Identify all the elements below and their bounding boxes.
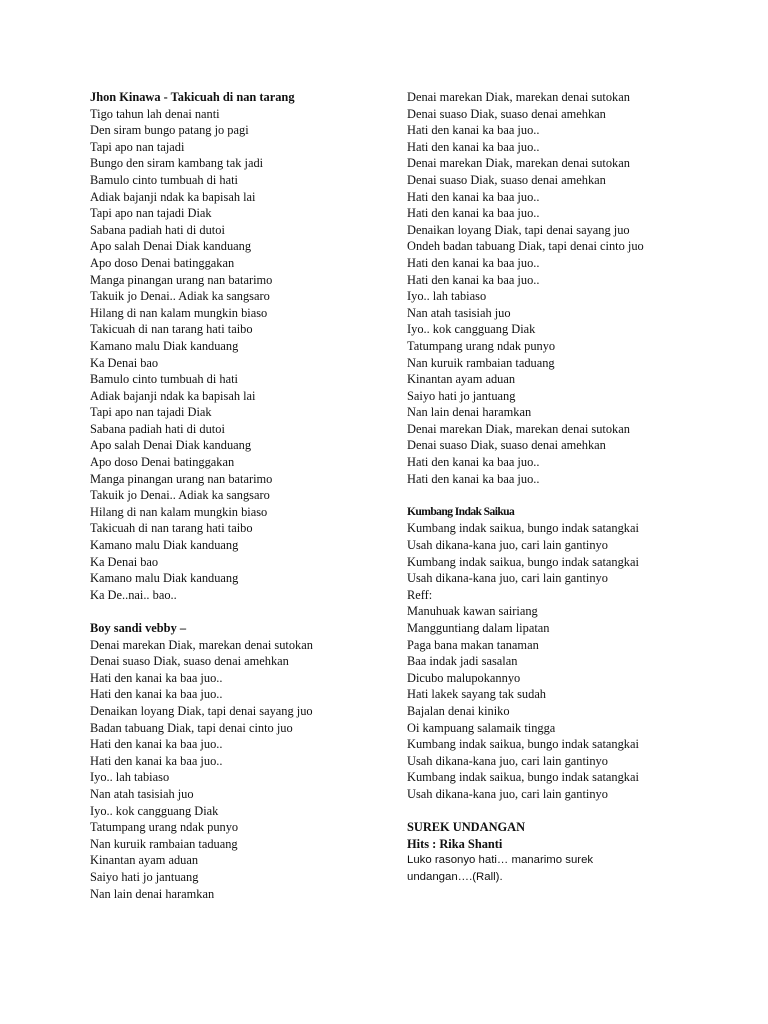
lyric-line: Hati den kanai ka baa juo.. — [407, 455, 540, 470]
lyric-line: Kamano malu Diak kanduang — [90, 571, 239, 586]
lyric-line: Denaikan loyang Diak, tapi denai sayang juo — [90, 703, 313, 718]
lyric-line: Ondeh badan tabuang Diak, tapi denai cinto juo — [407, 239, 644, 254]
lyric-line: Kamano malu Diak kanduang — [90, 538, 239, 553]
song2-continued-lyrics — [407, 89, 737, 487]
lyric-line: Bajalan denai kiniko — [407, 703, 510, 718]
lyric-line: Tapi apo nan tajadi Diak — [90, 206, 212, 221]
lyric-line: Adiak bajanji ndak ka bapisah lai — [90, 189, 256, 204]
song1-lyrics — [90, 106, 390, 604]
lyric-line: Nan atah tasisiah juo — [90, 786, 194, 801]
lyric-line: undangan….(Rall). — [407, 870, 503, 883]
lyric-line: Kumbang indak saikua, bungo indak satangkai — [407, 554, 639, 569]
lyric-line: Apo doso Denai batinggakan — [90, 455, 235, 470]
lyric-line: Apo doso Denai batinggakan — [90, 255, 235, 270]
lyric-line: Nan kuruik rambaian taduang — [407, 355, 555, 370]
lyric-line: Usah dikana-kana juo, cari lain gantinyo — [407, 753, 608, 768]
lyric-line: Ka Denai bao — [90, 554, 159, 569]
lyric-line: Manuhuak kawan sairiang — [407, 604, 538, 619]
lyric-line: Takuik jo Denai.. Adiak ka sangsaro — [90, 488, 270, 503]
lyric-line: Apo salah Denai Diak kanduang — [90, 438, 252, 453]
lyric-line: Manga pinangan urang nan batarimo — [90, 272, 273, 287]
lyric-line: Denai suaso Diak, suaso denai amehkan — [90, 654, 289, 669]
lyric-line: Saiyo hati jo jantuang — [407, 388, 516, 403]
lyric-line: Tatumpang urang ndak punyo — [407, 338, 556, 353]
lyric-line: Hati den kanai ka baa juo.. — [407, 255, 540, 270]
lyric-line: Adiak bajanji ndak ka bapisah lai — [90, 388, 256, 403]
song-title-boy-sandi: Boy sandi vebby – — [90, 621, 187, 635]
lyric-line: Hati den kanai ka baa juo.. — [407, 189, 540, 204]
right-column — [407, 89, 737, 886]
lyric-line: Iyo.. kok cangguang Diak — [407, 322, 536, 337]
song-hits-credit: Hits : Rika Shanti — [407, 836, 503, 851]
lyric-line: Hati den kanai ka baa juo.. — [90, 687, 223, 702]
lyric-line: Iyo.. lah tabiaso — [407, 289, 487, 304]
lyric-line: Tapi apo nan tajadi — [90, 139, 185, 154]
lyric-line: Denai marekan Diak, marekan denai sutokan — [407, 421, 630, 436]
lyric-line: Hati den kanai ka baa juo.. — [407, 123, 540, 138]
lyric-line: Luko rasonyo hati… manarimo surek — [407, 854, 594, 867]
lyric-line: Paga bana makan tanaman — [407, 637, 539, 652]
lyric-line: Bungo den siram kambang tak jadi — [90, 156, 264, 171]
lyric-line: Takicuah di nan tarang hati taibo — [90, 521, 253, 536]
lyric-line: Ka Denai bao — [90, 355, 159, 370]
lyric-line: Hati den kanai ka baa juo.. — [90, 737, 223, 752]
lyric-line: Hilang di nan kalam mungkin biaso — [90, 504, 268, 519]
lyric-line: Baa indak jadi sasalan — [407, 654, 518, 669]
lyric-line: Denai marekan Diak, marekan denai sutokan — [407, 90, 630, 104]
lyric-line: Hati den kanai ka baa juo.. — [90, 753, 223, 768]
lyric-line: Takicuah di nan tarang hati taibo — [90, 322, 253, 337]
lyric-line: Mangguntiang dalam lipatan — [407, 621, 550, 635]
lyric-line: Kumbang indak saikua, bungo indak satangkai — [407, 521, 639, 536]
lyric-line: Ka De..nai.. bao.. — [90, 587, 177, 602]
lyric-line: Denai marekan Diak, marekan denai sutokan — [407, 156, 630, 171]
lyric-line: Kinantan ayam aduan — [407, 372, 516, 387]
song-title-jhon-kinawa: Jhon Kinawa - Takicuah di nan tarang — [90, 90, 295, 104]
lyric-line: Den siram bungo patang jo pagi — [90, 123, 249, 138]
lyric-line: Reff: — [407, 587, 433, 602]
song2-lyrics — [90, 637, 390, 903]
lyric-line: Saiyo hati jo jantuang — [90, 869, 199, 884]
lyric-line: Kamano malu Diak kanduang — [90, 338, 239, 353]
lyric-line: Tapi apo nan tajadi Diak — [90, 405, 212, 420]
lyric-line: Denai suaso Diak, suaso denai amehkan — [407, 438, 606, 453]
song-title-kumbang-indak-saikua: Kumbang Indak Saikua — [407, 504, 515, 518]
lyric-line: Nan kuruik rambaian taduang — [90, 836, 238, 851]
left-column — [90, 89, 390, 902]
lyric-line: Oi kampuang salamaik tingga — [407, 720, 556, 735]
lyric-line: Tatumpang urang ndak punyo — [90, 820, 239, 835]
lyric-line: Tigo tahun lah denai nanti — [90, 106, 220, 121]
lyric-line: Nan lain denai haramkan — [90, 886, 215, 901]
lyric-line: Kumbang indak saikua, bungo indak satangkai — [407, 770, 639, 785]
lyric-line: Denai suaso Diak, suaso denai amehkan — [407, 172, 606, 187]
lyric-line: Denaikan loyang Diak, tapi denai sayang juo — [407, 222, 630, 237]
lyric-line: Hati den kanai ka baa juo.. — [407, 471, 540, 486]
lyric-line: Iyo.. lah tabiaso — [90, 770, 170, 785]
lyric-line: Apo salah Denai Diak kanduang — [90, 239, 252, 254]
lyric-line: Kinantan ayam aduan — [90, 853, 199, 868]
lyric-line: Denai marekan Diak, marekan denai sutokan — [90, 637, 313, 652]
lyric-line: Hati den kanai ka baa juo.. — [407, 139, 540, 154]
lyric-line: Takuik jo Denai.. Adiak ka sangsaro — [90, 289, 270, 304]
lyric-line: Kumbang indak saikua, bungo indak satangkai — [407, 737, 639, 752]
lyric-line: Nan atah tasisiah juo — [407, 305, 511, 320]
lyric-line: Usah dikana-kana juo, cari lain gantinyo — [407, 786, 608, 801]
lyric-line: Hati den kanai ka baa juo.. — [407, 206, 540, 221]
lyric-line: Bamulo cinto tumbuah di hati — [90, 172, 238, 187]
song4-lyrics — [407, 852, 737, 885]
lyric-line: Badan tabuang Diak, tapi denai cinto juo — [90, 720, 293, 735]
lyric-line: Dicubo malupokannyo — [407, 670, 521, 685]
lyric-line: Usah dikana-kana juo, cari lain gantinyo — [407, 538, 608, 553]
lyric-line: Hati den kanai ka baa juo.. — [407, 272, 540, 287]
lyric-line: Sabana padiah hati di dutoi — [90, 421, 225, 436]
lyric-line: Denai suaso Diak, suaso denai amehkan — [407, 106, 606, 121]
spacer — [407, 487, 737, 504]
lyric-line: Nan lain denai haramkan — [407, 405, 532, 420]
lyric-line: Hati lakek sayang tak sudah — [407, 687, 547, 702]
lyric-line: Usah dikana-kana juo, cari lain gantinyo — [407, 571, 608, 586]
lyric-line: Sabana padiah hati di dutoi — [90, 222, 225, 237]
spacer — [407, 803, 737, 820]
lyric-line: Hati den kanai ka baa juo.. — [90, 670, 223, 685]
lyric-line: Iyo.. kok cangguang Diak — [90, 803, 219, 818]
spacer — [90, 603, 390, 620]
lyric-line: Manga pinangan urang nan batarimo — [90, 471, 273, 486]
lyric-line: Bamulo cinto tumbuah di hati — [90, 372, 238, 387]
song3-lyrics — [407, 520, 737, 802]
song-title-surek-undangan: SUREK UNDANGAN — [407, 820, 526, 835]
lyric-line: Hilang di nan kalam mungkin biaso — [90, 305, 268, 320]
